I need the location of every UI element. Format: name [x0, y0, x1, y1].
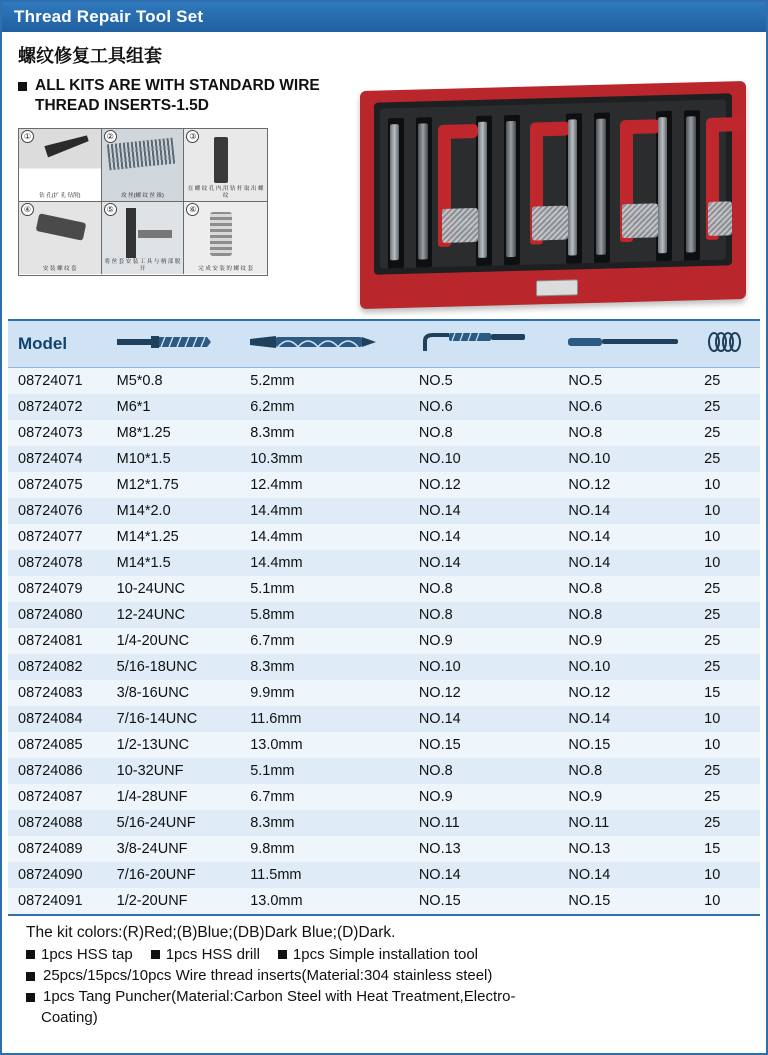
- cell-tool: NO.11: [418, 815, 460, 831]
- cell-model: 08724086: [18, 763, 83, 779]
- cell-puncher: NO.12: [568, 685, 611, 701]
- cell-model: 08724091: [18, 893, 83, 909]
- cell-qty: 15: [704, 685, 721, 701]
- cell-puncher: NO.14: [568, 555, 611, 571]
- cell-tool: NO.8: [418, 607, 453, 623]
- kit-item-label-continued: Coating): [41, 1009, 98, 1026]
- cell-tap: 12-24UNC: [116, 607, 186, 623]
- kit-colors-line: The kit colors:(R)Red;(B)Blue;(DB)Dark Blue;(D)Dark.: [26, 924, 396, 941]
- cell-model: 08724085: [18, 737, 83, 753]
- cell-puncher: NO.14: [568, 711, 611, 727]
- cell-qty: 25: [704, 399, 721, 415]
- step-caption: 攻 丝(螺 纹 丝 锥): [121, 193, 164, 199]
- intro-bullet-text: ALL KITS ARE WITH STANDARD WIRE THREAD INSERTS-1.5D: [35, 77, 320, 114]
- cell-tap: 7/16-20UNF: [116, 867, 196, 883]
- cell-qty: 25: [704, 373, 721, 389]
- column-header-tap: [107, 321, 241, 368]
- cell-drill: 8.3mm: [250, 425, 295, 441]
- cell-drill: 10.3mm: [250, 451, 303, 467]
- table-row: [8, 732, 760, 758]
- bullet-square-icon: [26, 950, 35, 959]
- cell-drill: 6.7mm: [250, 633, 295, 649]
- table-row: [8, 888, 760, 914]
- cell-puncher: NO.10: [568, 451, 611, 467]
- cell-puncher: NO.8: [568, 763, 603, 779]
- kit-item-tap: [26, 945, 133, 965]
- installation-steps-diagram: [18, 128, 268, 276]
- step-caption: 安 装 螺 纹 套: [43, 266, 77, 272]
- cell-model: 08724081: [18, 633, 83, 649]
- cell-tap: M5*0.8: [116, 373, 163, 389]
- table-header-row: [8, 321, 760, 368]
- cell-qty: 10: [704, 477, 721, 493]
- step-number: ⑥: [186, 203, 199, 216]
- cell-drill: 5.2mm: [250, 373, 295, 389]
- cell-puncher: NO.15: [568, 893, 611, 909]
- table-row: [8, 498, 760, 524]
- step-caption: 将 丝 套 安 装 工 具 与 柄 部 脱 开: [104, 259, 181, 272]
- cell-model: 08724087: [18, 789, 83, 805]
- cell-puncher: NO.14: [568, 503, 611, 519]
- cell-model: 08724076: [18, 503, 83, 519]
- cell-drill: 9.8mm: [250, 841, 295, 857]
- cell-model: 08724073: [18, 425, 83, 441]
- cell-model: 08724074: [18, 451, 83, 467]
- drill-bit: [390, 124, 399, 260]
- cell-tap: M14*1.25: [116, 529, 179, 545]
- table-row: [8, 394, 760, 420]
- steel-rod: [686, 116, 696, 252]
- column-header-label: Model: [18, 334, 68, 353]
- cell-tap: 1/2-13UNC: [116, 737, 190, 753]
- cell-qty: 25: [704, 815, 721, 831]
- cell-tap: 1/4-20UNC: [116, 633, 190, 649]
- intro-bullet: [18, 76, 346, 116]
- cell-qty: 10: [704, 503, 721, 519]
- cell-drill: 8.3mm: [250, 659, 295, 675]
- cell-model: 08724079: [18, 581, 83, 597]
- table-row: [8, 862, 760, 888]
- step-number: ①: [21, 130, 34, 143]
- cell-model: 08724080: [18, 607, 83, 623]
- cell-tool: NO.6: [418, 399, 453, 415]
- tap-icon: [117, 333, 241, 356]
- cell-model: 08724075: [18, 477, 83, 493]
- kit-item-tang-puncher: [26, 987, 756, 1007]
- column-header-tang-puncher: [558, 321, 694, 368]
- cell-tool: NO.9: [418, 633, 453, 649]
- product-photo: [360, 76, 750, 316]
- bullet-square-icon: [278, 950, 287, 959]
- cell-qty: 10: [704, 737, 721, 753]
- cell-puncher: NO.6: [568, 399, 603, 415]
- cell-tap: 3/8-16UNC: [116, 685, 190, 701]
- cell-qty: 10: [704, 529, 721, 545]
- cell-drill: 5.1mm: [250, 581, 295, 597]
- table-row: [8, 472, 760, 498]
- cell-model: 08724082: [18, 659, 83, 675]
- cell-drill: 5.8mm: [250, 607, 295, 623]
- cell-tap: M14*1.5: [116, 555, 171, 571]
- cell-puncher: NO.13: [568, 841, 611, 857]
- bullet-square-icon: [26, 972, 35, 981]
- tang-puncher-icon: [568, 334, 694, 355]
- table-row: [8, 524, 760, 550]
- cell-tap: 7/16-14UNC: [116, 711, 198, 727]
- step-5: [102, 202, 185, 274]
- cell-qty: 10: [704, 711, 721, 727]
- kit-item-installation-tool: [278, 945, 478, 965]
- step-number: ⑤: [104, 203, 117, 216]
- cell-tap: M10*1.5: [116, 451, 171, 467]
- cell-puncher: NO.10: [568, 659, 611, 675]
- case-body: [360, 81, 746, 309]
- cell-drill: 14.4mm: [250, 503, 303, 519]
- cell-model: 08724084: [18, 711, 83, 727]
- kit-item-inserts: [26, 966, 756, 986]
- cell-tool: NO.9: [418, 789, 453, 805]
- step-2: [102, 129, 185, 202]
- cell-qty: 25: [704, 633, 721, 649]
- cell-model: 08724089: [18, 841, 83, 857]
- table-row: [8, 680, 760, 706]
- cell-tool: NO.13: [418, 841, 461, 857]
- table-row: [8, 602, 760, 628]
- cell-tap: M14*2.0: [116, 503, 171, 519]
- cell-qty: 10: [704, 555, 721, 571]
- bullet-square-icon: [26, 993, 35, 1002]
- cell-tap: M8*1.25: [116, 425, 171, 441]
- cell-tool: NO.8: [418, 581, 453, 597]
- cell-drill: 6.7mm: [250, 789, 295, 805]
- step-caption: 钻 孔(扩 孔 钻削): [39, 193, 81, 199]
- cell-drill: 5.1mm: [250, 763, 295, 779]
- cell-drill: 14.4mm: [250, 555, 303, 571]
- cell-tool: NO.14: [418, 711, 461, 727]
- cell-puncher: NO.14: [568, 529, 611, 545]
- cell-drill: 14.4mm: [250, 529, 303, 545]
- cell-drill: 13.0mm: [250, 893, 303, 909]
- bullet-square-icon: [151, 950, 160, 959]
- step-caption: 完 成 安 装 的 螺 纹 套: [198, 266, 253, 272]
- cell-qty: 25: [704, 607, 721, 623]
- cell-puncher: NO.8: [568, 581, 603, 597]
- table-row: [8, 420, 760, 446]
- spec-table-body: [8, 368, 760, 915]
- cell-tap: M6*1: [116, 399, 151, 415]
- table-row: [8, 810, 760, 836]
- cell-model: 08724071: [18, 373, 83, 389]
- step-caption: 在 螺 纹 孔 内,用 钻 杆 取 出 螺 纹: [187, 186, 264, 199]
- column-header-drill: [240, 321, 409, 368]
- cell-puncher: NO.9: [568, 633, 603, 649]
- title-bar: [2, 2, 766, 32]
- cell-drill: 13.0mm: [250, 737, 303, 753]
- cell-tool: NO.10: [418, 451, 461, 467]
- table-row: [8, 706, 760, 732]
- cell-tool: NO.14: [418, 503, 461, 519]
- cell-drill: 8.3mm: [250, 815, 295, 831]
- cell-tool: NO.12: [418, 685, 461, 701]
- cell-puncher: NO.12: [568, 477, 611, 493]
- cell-drill: 12.4mm: [250, 477, 303, 493]
- column-header-inserts: [694, 321, 760, 368]
- cell-qty: 25: [704, 789, 721, 805]
- wire-inserts-pile: [708, 201, 732, 236]
- cell-puncher: NO.11: [568, 815, 610, 831]
- table-row: [8, 654, 760, 680]
- cell-tool: NO.15: [418, 893, 461, 909]
- step-4: [19, 202, 102, 274]
- drill-bit-icon: [250, 333, 409, 356]
- step-6: [184, 202, 267, 274]
- cell-tap: 5/16-18UNC: [116, 659, 198, 675]
- bullet-square-icon: [18, 82, 27, 91]
- cell-drill: 6.2mm: [250, 399, 295, 415]
- cell-model: 08724072: [18, 399, 83, 415]
- table-row: [8, 550, 760, 576]
- cell-qty: 25: [704, 763, 721, 779]
- cell-model: 08724090: [18, 867, 83, 883]
- drill-bit: [658, 117, 667, 253]
- cell-model: 08724088: [18, 815, 83, 831]
- cell-tap: M12*1.75: [116, 477, 179, 493]
- cell-tool: NO.14: [418, 529, 461, 545]
- kit-item-label: 25pcs/15pcs/10pcs Wire thread inserts(Material:304 stainless steel): [43, 967, 493, 984]
- drill-bit: [568, 119, 577, 255]
- table-row: [8, 628, 760, 654]
- cell-puncher: NO.8: [568, 425, 603, 441]
- cell-qty: 10: [704, 867, 721, 883]
- column-header-model: [8, 321, 107, 368]
- kit-contents-row: [26, 945, 756, 965]
- wire-insert-icon: [704, 332, 760, 357]
- installation-tool-icon: [419, 331, 559, 358]
- cell-tool: NO.12: [418, 477, 461, 493]
- cell-drill: 9.9mm: [250, 685, 295, 701]
- kit-item-label: 1pcs Tang Puncher(Material:Carbon Steel with Heat Treatment,Electro-: [43, 988, 516, 1005]
- table-row: [8, 446, 760, 472]
- cell-puncher: NO.14: [568, 867, 611, 883]
- cell-qty: 15: [704, 841, 721, 857]
- cell-tap: 1/2-20UNF: [116, 893, 188, 909]
- step-number: ③: [186, 130, 199, 143]
- table-row: [8, 368, 760, 395]
- step-1: [19, 129, 102, 202]
- kit-item-drill: [151, 945, 260, 965]
- cell-qty: 25: [704, 581, 721, 597]
- cell-puncher: NO.5: [568, 373, 603, 389]
- steel-rod: [596, 119, 606, 255]
- page-title: Thread Repair Tool Set: [14, 7, 204, 26]
- wire-inserts-pile: [532, 206, 568, 241]
- cell-qty: 25: [704, 425, 721, 441]
- cell-tool: NO.8: [418, 425, 453, 441]
- table-row: [8, 784, 760, 810]
- kit-item-label: 1pcs Simple installation tool: [292, 946, 479, 963]
- case-interior: [374, 93, 732, 274]
- column-header-installation-tool: [409, 321, 559, 368]
- drill-bit: [478, 122, 487, 258]
- kit-item-label: 1pcs HSS tap: [41, 946, 133, 963]
- step-3: [184, 129, 267, 202]
- cell-model: 08724078: [18, 555, 83, 571]
- cell-qty: 10: [704, 893, 721, 909]
- step-number: ④: [21, 203, 34, 216]
- cell-qty: 25: [704, 451, 721, 467]
- steel-rod: [418, 123, 428, 259]
- cell-puncher: NO.15: [568, 737, 611, 753]
- subtitle-chinese: 螺纹修复工具组套: [18, 46, 162, 66]
- footer-notes: [2, 916, 766, 1028]
- foam-tray: [380, 99, 726, 268]
- cell-model: 08724083: [18, 685, 83, 701]
- cell-tap: 10-32UNF: [116, 763, 184, 779]
- steel-rod: [506, 121, 516, 257]
- table-row: [8, 576, 760, 602]
- wire-inserts-pile: [442, 208, 478, 243]
- cell-qty: 25: [704, 659, 721, 675]
- cell-drill: 11.5mm: [250, 867, 302, 883]
- cell-tool: NO.5: [418, 373, 453, 389]
- spec-table-head: [8, 321, 760, 368]
- spec-table-wrapper: [8, 319, 760, 916]
- cell-tap: 3/8-24UNF: [116, 841, 188, 857]
- cell-tool: NO.8: [418, 763, 453, 779]
- cell-tap: 1/4-28UNF: [116, 789, 188, 805]
- cell-tap: 5/16-24UNF: [116, 815, 196, 831]
- step-number: ②: [104, 130, 117, 143]
- cell-tool: NO.15: [418, 737, 461, 753]
- intro-left-column: [16, 38, 346, 276]
- cell-tool: NO.14: [418, 867, 461, 883]
- cell-puncher: NO.8: [568, 607, 603, 623]
- table-row: [8, 758, 760, 784]
- wire-inserts-pile: [622, 203, 658, 238]
- case-latch: [536, 279, 578, 296]
- kit-item-label: 1pcs HSS drill: [165, 946, 260, 963]
- kit-item-tang-puncher-continued: [26, 1007, 756, 1028]
- cell-drill: 11.6mm: [250, 711, 302, 727]
- cell-tool: NO.14: [418, 555, 461, 571]
- cell-tap: 10-24UNC: [116, 581, 186, 597]
- cell-puncher: NO.9: [568, 789, 603, 805]
- table-row: [8, 836, 760, 862]
- spec-table: [8, 321, 760, 914]
- cell-model: 08724077: [18, 529, 83, 545]
- cell-tool: NO.10: [418, 659, 461, 675]
- intro-section: [2, 32, 766, 317]
